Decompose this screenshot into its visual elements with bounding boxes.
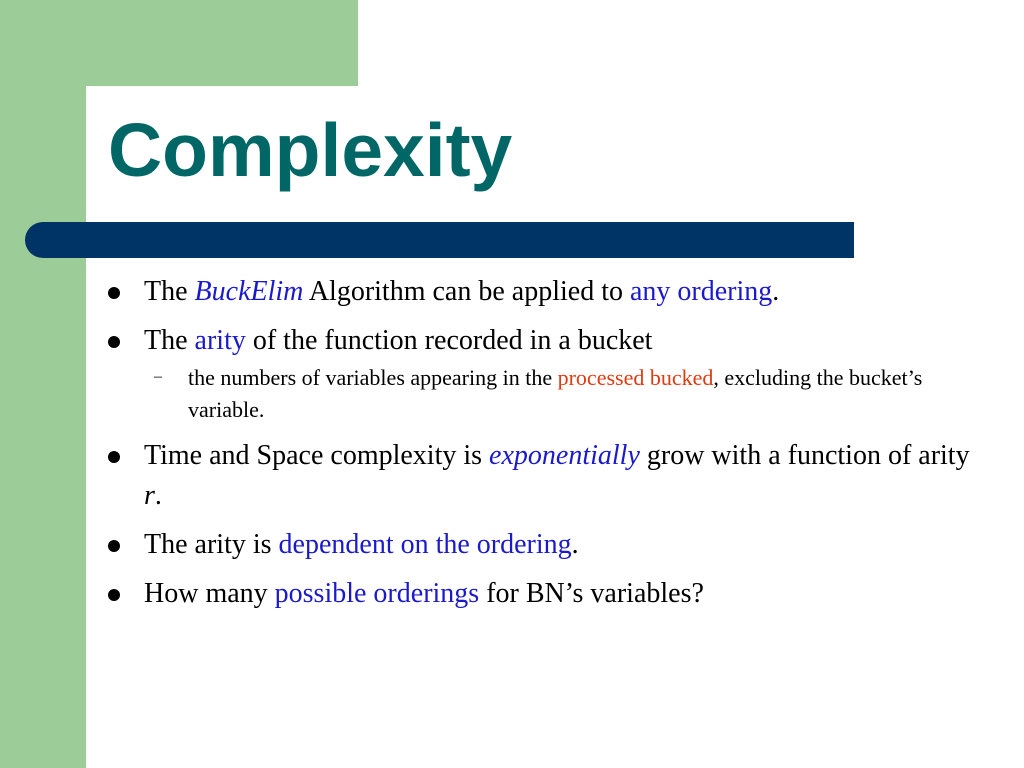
sub-bullet-text: , excluding the bucket’s variable. <box>188 365 923 422</box>
bullet-dot-icon <box>108 589 120 601</box>
bullet-dot-icon <box>108 287 120 299</box>
highlight-possible-orderings: possible orderings <box>274 578 480 609</box>
bullet-dot-icon <box>108 540 120 552</box>
highlight-processed-bucked: processed bucked <box>557 365 714 390</box>
sub-bullet-text: the numbers of variables appearing in the <box>188 365 558 390</box>
bullet-list <box>106 272 986 623</box>
green-top-panel <box>0 0 358 86</box>
slide-title: Complexity <box>108 108 513 192</box>
bullet-item-dependent <box>106 525 986 565</box>
highlight-buckelim: BuckElim <box>194 276 304 307</box>
bullet-text: The <box>144 325 195 356</box>
bullet-item-complexity <box>106 436 986 516</box>
green-side-panel <box>0 0 86 768</box>
variable-r: r <box>144 480 155 511</box>
bullet-text: Time and Space complexity is <box>144 440 490 471</box>
highlight-arity: arity <box>194 325 246 356</box>
highlight-any-ordering: any ordering <box>629 276 773 307</box>
bullet-item-orderings <box>106 574 986 614</box>
bullet-text: Algorithm can be applied to <box>303 276 630 307</box>
bullet-dot-icon <box>108 451 120 463</box>
bullet-text: of the function recorded in a bucket <box>245 325 653 356</box>
bullet-text: The <box>144 276 195 307</box>
bullet-text: . <box>772 276 780 307</box>
bullet-text: . <box>154 480 162 511</box>
highlight-dependent-ordering: dependent on the ordering <box>278 529 572 560</box>
highlight-exponentially: exponentially <box>489 440 640 471</box>
sub-bullet-item <box>106 362 986 426</box>
bullet-item-arity <box>106 321 986 361</box>
bullet-item-buckelim <box>106 272 986 312</box>
bullet-text: grow with a function of arity <box>639 440 970 471</box>
bullet-text: The arity is <box>144 529 279 560</box>
dash-marker-icon: – <box>154 368 162 385</box>
bullet-dot-icon <box>108 336 120 348</box>
title-underline-bar <box>25 222 854 258</box>
bullet-text: How many <box>144 578 275 609</box>
bullet-text: for BN’s variables? <box>479 578 704 609</box>
bullet-text: . <box>571 529 579 560</box>
